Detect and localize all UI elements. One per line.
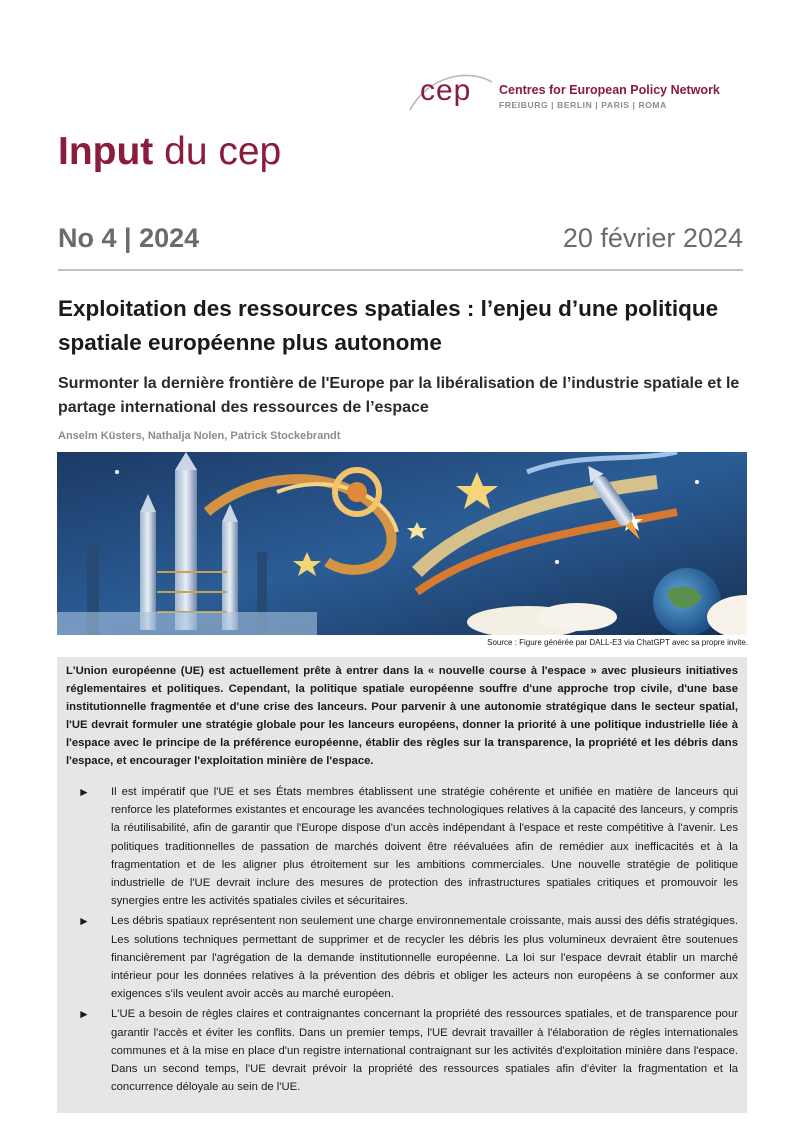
- list-item-text: Les débris spatiaux représentent non seulement une charge environnementale croissante, mais aussi des défis stratégiques. Les solutions techniques permettant de supprimer et de recycler les débris les plus volumineux devraient être soutenues financièrement par l'agrégation de la demande institutionnelle européenne. La loi sur l'espace devrait établir un marché intérieur pour les données relatives à la prévention des débris et obliger les acteurs non européens à se conformer aux exigences s'ils veulent avoir accès au marché européen.: [111, 915, 738, 1001]
- article-subtitle: Surmonter la dernière frontière de l'Europe par la libéralisation de l’industrie spatiale et le partage international des ressources de l’espace: [58, 375, 740, 416]
- header-divider: [58, 269, 743, 271]
- list-item-text: L'UE a besoin de règles claires et contraignantes concernant la propriété des ressources spatiales, et de transparence pour garantir l'accès et éviter les conflits. Dans un premier temps, l'UE devrait travailler à l'élaboration de règles internationales communes et à la mise en place d'un registre international contraignant sur les activités d'exploitation minière dans l'espace. Dans un second temps, l'UE devrait prévoir la propriété des ressources spatiales afin d'éviter la fragmentation et la concurrence déloyale au sein de l'UE.: [111, 1008, 738, 1094]
- article-title: Exploitation des ressources spatiales : l’enjeu d’une politique spatiale européenne plus autonome: [58, 296, 719, 355]
- publication-date: 20 février 2024: [562, 223, 743, 253]
- list-item: [66, 912, 738, 1003]
- summary-text: L'Union européenne (UE) est actuellement prête à entrer dans la « nouvelle course à l'espace » avec plusieurs initiatives réglementaires et politiques. Cependant, la politique spatiale européenne souffre d'une approche trop civile, d'une base institutionnelle fragmentée et d'une crise des lanceurs. Pour parvenir à une autonomie stratégique dans le secteur spatial, l'UE devrait formuler une stratégie globale pour les lanceurs européens, donner la priorité à une politique industrielle liée à l'espace avec le principe de la préférence européenne, établir des règles sur la transparence, la propriété et les débris dans l'espace, et encourager l'exploitation minière de l'espace.: [66, 665, 738, 767]
- series-title-bold: Input: [58, 130, 154, 173]
- arrow-bullet-icon: ►: [78, 785, 90, 799]
- image-caption: Source : Figure générée par DALL-E3 via ChatGPT avec sa propre invite.: [487, 638, 748, 647]
- space-illustration-image: [57, 452, 747, 635]
- arrow-bullet-icon: ►: [78, 1007, 90, 1022]
- org-cities: FREIBURG | BERLIN | PARIS | ROMA: [499, 100, 667, 110]
- article-authors: Anselm Küsters, Nathalja Nolen, Patrick Stockebrandt: [58, 430, 341, 442]
- series-title: [58, 130, 281, 174]
- list-item: [66, 1005, 738, 1096]
- arrow-bullet-icon: ►: [78, 914, 90, 929]
- cep-logo-wordmark[interactable]: cep: [420, 74, 472, 107]
- list-item: [66, 783, 738, 910]
- key-points-list: [66, 783, 738, 1098]
- series-title-light: du cep: [164, 130, 282, 173]
- issue-number: No 4 | 2024: [58, 223, 200, 253]
- list-item-text: Il est impératif que l'UE et ses États membres établissent une stratégie cohérente et unifiée en matière de lanceurs qui renforce les plateformes existantes et encourage les avancées technologiques relatives à la capacité des lanceurs, y compris la réutilisabilité, afin de garantir que l'Europe dispose d'un accès indépendant à l'espace et reste compétitive à l'avenir. Les politiques traditionnelles de passation de marchés doivent être réévaluées afin de remédier aux inefficacités et à la fragmentation et de les aligner plus étroitement sur les ambitions commerciales. Une nouvelle stratégie de politique industrielle de l'UE devrait inclure des mesures de protection des infrastructures spatiales critiques et promouvoir les synergies entre les activités spatiales civiles et sécuritaires.: [111, 786, 738, 908]
- org-name: Centres for European Policy Network: [499, 83, 720, 97]
